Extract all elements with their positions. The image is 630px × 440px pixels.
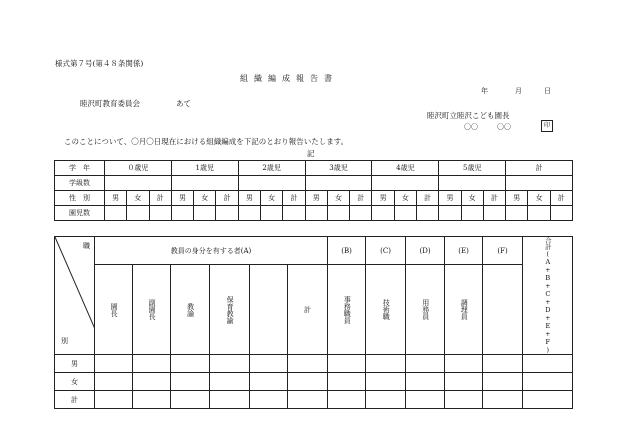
data-cell[interactable]: [250, 373, 288, 391]
document-title: 組織編成報告書: [240, 74, 338, 83]
corner-top-label: 職: [83, 242, 90, 250]
gender-total: 計: [550, 191, 572, 206]
data-cell[interactable]: [406, 355, 445, 373]
sub-blank: [250, 265, 288, 355]
grade-header: 3歳児: [305, 161, 372, 176]
staff-row-female: [55, 373, 573, 391]
sub-hoiku: 保育教諭: [210, 265, 250, 355]
staff-row-male: [55, 355, 573, 373]
grade-header: 1歳児: [171, 161, 238, 176]
data-cell[interactable]: [288, 373, 328, 391]
data-cell[interactable]: [171, 355, 210, 373]
gender-female: 女: [461, 191, 483, 206]
grade-header: 4歳児: [372, 161, 439, 176]
child-count-cell[interactable]: [127, 206, 149, 221]
data-cell[interactable]: [250, 355, 288, 373]
data-cell[interactable]: [523, 373, 573, 391]
staff-group-row: [55, 237, 573, 265]
data-cell[interactable]: [483, 355, 523, 373]
class-count-cell[interactable]: [305, 176, 372, 191]
class-count-cell[interactable]: [439, 176, 506, 191]
addressee-suffix: あて: [176, 99, 191, 108]
data-cell[interactable]: [483, 391, 523, 409]
gender-female: 女: [194, 191, 216, 206]
corner-bottom-label: 別: [61, 337, 68, 345]
child-count-cell[interactable]: [483, 206, 505, 221]
total-header: 合計(A+B+C+D+E+F): [523, 237, 573, 355]
body-text: このことについて、〇月〇日現在における組織編成を下記のとおり報告いたします。: [64, 137, 349, 146]
child-count-cell[interactable]: [327, 206, 349, 221]
data-cell[interactable]: [95, 355, 133, 373]
child-count-cell[interactable]: [439, 206, 461, 221]
child-count-cell[interactable]: [238, 206, 260, 221]
data-cell[interactable]: [210, 355, 250, 373]
gender-female: 女: [127, 191, 149, 206]
sub-enchou: 園長: [95, 265, 133, 355]
data-cell[interactable]: [406, 373, 445, 391]
child-count-cell[interactable]: [261, 206, 283, 221]
gender-row: [55, 191, 573, 206]
gender-female: 女: [528, 191, 550, 206]
data-cell[interactable]: [133, 355, 171, 373]
sub-fukuenchou: 副園長: [133, 265, 171, 355]
gender-male: 男: [506, 191, 528, 206]
sub-f-blank: [483, 265, 523, 355]
data-cell[interactable]: [366, 391, 406, 409]
addressee: 睦沢町教育委員会: [80, 99, 140, 108]
child-count-cell[interactable]: [372, 206, 394, 221]
class-count-cell[interactable]: [506, 176, 573, 191]
data-cell[interactable]: [328, 391, 366, 409]
sub-gijutsu: 技術職: [366, 265, 406, 355]
child-count-cell[interactable]: [194, 206, 216, 221]
group-d-header: (D): [406, 237, 445, 265]
group-b-header: (B): [328, 237, 366, 265]
gender-total: 計: [149, 191, 171, 206]
gender-male: 男: [305, 191, 327, 206]
class-count-cell[interactable]: [171, 176, 238, 191]
row-label: 性 別: [55, 191, 105, 206]
grade-header: 2歳児: [238, 161, 305, 176]
child-count-cell[interactable]: [394, 206, 416, 221]
date-day-label: 日: [544, 87, 551, 95]
data-cell[interactable]: [288, 391, 328, 409]
corner-cell: [55, 237, 95, 355]
sub-kyouyu: 教諭: [171, 265, 210, 355]
sub-jimu: 事務職員: [328, 265, 366, 355]
row-label: 学級数: [55, 176, 105, 191]
child-count-cell[interactable]: [506, 206, 528, 221]
data-cell[interactable]: [288, 355, 328, 373]
data-cell[interactable]: [210, 373, 250, 391]
data-cell[interactable]: [171, 373, 210, 391]
row-label: 園児数: [55, 206, 105, 221]
gender-male: 男: [105, 191, 127, 206]
class-count-cell[interactable]: [238, 176, 305, 191]
class-count-cell[interactable]: [105, 176, 172, 191]
row-label: 男: [55, 355, 95, 373]
data-cell[interactable]: [210, 391, 250, 409]
row-label: 学 年: [55, 161, 105, 176]
data-cell[interactable]: [171, 391, 210, 409]
gender-total: 計: [283, 191, 305, 206]
data-cell[interactable]: [445, 373, 483, 391]
child-count-cell[interactable]: [550, 206, 572, 221]
group-a-header: 教員の身分を有する者(A): [95, 237, 328, 265]
child-count-cell[interactable]: [305, 206, 327, 221]
gender-male: 男: [439, 191, 461, 206]
child-count-cell[interactable]: [350, 206, 372, 221]
child-count-cell[interactable]: [283, 206, 305, 221]
class-count-row: [55, 176, 573, 191]
data-cell[interactable]: [366, 373, 406, 391]
child-count-row: [55, 206, 573, 221]
data-cell[interactable]: [523, 391, 573, 409]
child-count-cell[interactable]: [105, 206, 127, 221]
grade-header: ０歳児: [105, 161, 172, 176]
data-cell[interactable]: [133, 391, 171, 409]
child-count-cell[interactable]: [528, 206, 550, 221]
seal-mark: 印: [541, 120, 553, 132]
child-count-cell[interactable]: [171, 206, 193, 221]
row-label: 女: [55, 373, 95, 391]
gender-male: 男: [238, 191, 260, 206]
data-cell[interactable]: [95, 373, 133, 391]
data-cell[interactable]: [133, 373, 171, 391]
sender-name-2: 〇〇: [497, 123, 511, 131]
gender-total: 計: [483, 191, 505, 206]
sender-name-1: 〇〇: [464, 123, 478, 131]
data-cell[interactable]: [95, 391, 133, 409]
grade-header: 計: [506, 161, 573, 176]
row-label: 計: [55, 391, 95, 409]
group-c-header: (C): [366, 237, 406, 265]
gender-total: 計: [350, 191, 372, 206]
grade-header: 5歳児: [439, 161, 506, 176]
grade-row: [55, 161, 573, 176]
data-cell[interactable]: [328, 355, 366, 373]
child-count-cell[interactable]: [417, 206, 439, 221]
gender-male: 男: [171, 191, 193, 206]
sub-youmu: 用務員: [406, 265, 445, 355]
staff-subheader-row: [55, 265, 573, 355]
data-cell[interactable]: [328, 373, 366, 391]
staff-table: [54, 236, 573, 409]
data-cell[interactable]: [406, 391, 445, 409]
gender-female: 女: [261, 191, 283, 206]
data-cell[interactable]: [445, 391, 483, 409]
gender-female: 女: [327, 191, 349, 206]
data-cell[interactable]: [523, 355, 573, 373]
date-month-label: 月: [515, 87, 522, 95]
sub-chouri: 調理員: [445, 265, 483, 355]
class-count-cell[interactable]: [372, 176, 439, 191]
data-cell[interactable]: [445, 355, 483, 373]
data-cell[interactable]: [250, 391, 288, 409]
data-cell[interactable]: [366, 355, 406, 373]
ki-label: 記: [307, 149, 315, 158]
gender-male: 男: [372, 191, 394, 206]
gender-total: 計: [216, 191, 238, 206]
data-cell[interactable]: [483, 373, 523, 391]
group-f-header: (F): [483, 237, 523, 265]
child-count-cell[interactable]: [461, 206, 483, 221]
staff-row-total: [55, 391, 573, 409]
child-count-cell[interactable]: [149, 206, 171, 221]
group-e-header: (E): [445, 237, 483, 265]
sender: 睦沢町立睦沢こども園長: [427, 111, 510, 120]
sub-kei: 計: [288, 265, 328, 355]
class-table: [54, 160, 573, 221]
child-count-cell[interactable]: [216, 206, 238, 221]
gender-female: 女: [394, 191, 416, 206]
form-number: 様式第７号(第４８条関係): [55, 59, 144, 68]
date-year-label: 年: [481, 87, 488, 95]
gender-total: 計: [417, 191, 439, 206]
